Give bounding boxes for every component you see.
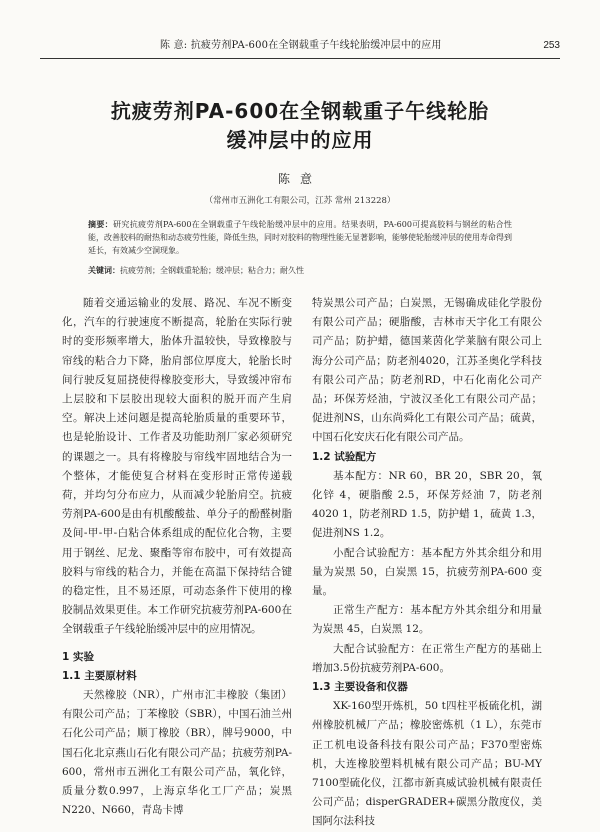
materials-continued: 特炭黑公司产品；白炭黑，无锡确成硅化学股份有限公司产品；硬脂酸，吉林市天宇化工有限公司产品；防护蜡，德国莱茵化学莱脑有限公司上海分公司产品；防老剂4020，江苏圣奥化学科技有限公司产品；防老剂RD，中石化南化公司产品；环保芳烃油，宁波汉圣化工有限公司产品；促进剂NS，山东尚舜化工有限公司产品；硫黄，中国石化安庆石化有限公司产品。 [312, 297, 542, 444]
author-affiliation: （常州市五洲化工有限公司，江苏 常州 213228） [204, 196, 396, 206]
section-1-2-heading: 1.2 试验配方 [312, 450, 377, 463]
abstract [88, 218, 512, 257]
production-formula: 正常生产配方：基本配方外其余组分和用量为炭黑 45，白炭黑 12。 [312, 604, 542, 636]
section-1-1-heading: 1.1 主要原材料 [62, 669, 137, 682]
abstract-label: 摘要： [88, 220, 114, 229]
author-name: 陈意 [277, 172, 322, 186]
large-formula: 大配合试验配方：在正常生产配方的基础上增加3.5份抗疲劳剂PA-600。 [312, 642, 542, 674]
running-head-title: 陈 意: 抗疲劳剂PA-600在全钢载重子午线轮胎缓冲层中的应用 [160, 40, 442, 51]
running-head [40, 36, 560, 59]
left-column [62, 294, 292, 820]
basic-formula: 基本配方：NR 60，BR 20，SBR 20，氧化锌 4，硬脂酸 2.5，环保芳烃油 7，防老剂4020 1，防老剂RD 1.5，防护蜡 1，硫黄 1.3，促进剂NS 1.2。 [312, 469, 542, 540]
materials-paragraph: 天然橡胶（NR），广州市汇丰橡胶（集团）有限公司产品；丁苯橡胶（SBR），中国石油兰州石化公司产品；顺丁橡胶（BR），牌号9000，中国石化北京燕山石化有限公司产品；抗疲劳剂PA-600，常州市五洲化工有限公司产品，氧化锌，质量分数0.997，上海京华化工厂产品；炭黑N220、N660，青岛卡博 [62, 689, 292, 817]
right-column [312, 294, 542, 832]
keywords-label: 关键词： [88, 266, 120, 275]
intro-paragraph: 随着交通运输业的发展、路况、车况不断变化，汽车的行驶速度不断提高，轮胎在实际行驶时的变形频率增大，胎体升温较快，导致橡胶与帘线的粘合力下降，胎肩部位厚度大，轮胎长时间行驶反复屈挠使得橡胶变形大，导致缓冲帘布上层胶和下层胶出现较大面积的脱开而产生肩空。解决上述问题是提高轮胎质量的重要环节，也是轮胎设计、工作者及功能助剂厂家必须研究的课题之一。具有将橡胶与帘线牢固地结合为一个整体，才能使复合材料在变形时正常传递载荷，并均匀分布应力，从而减少轮胎肩空。抗疲劳剂PA-600是由有机酸酸盐、单分子的酚醛树脂及间-甲-甲-白粘合体系组成的配位化合物，主要用于钢丝、尼龙、聚酯等帘布胶中，可有效提高胶料与帘线的粘合力，并能在高温下保持结合键的稳定性，且不易还原，可动态条件下使用的橡胶制品效果更佳。本工作研究抗疲劳剂PA-600在全钢载重子午线轮胎缓冲层中的应用情况。 [62, 297, 292, 636]
section-1-heading: 1 实验 [62, 650, 94, 663]
small-formula: 小配合试验配方：基本配方外其余组分和用量为炭黑 50，白炭黑 15，抗疲劳剂PA-600 变量。 [312, 546, 542, 598]
section-1-3-heading: 1.3 主要设备和仪器 [312, 681, 408, 694]
article-title-line1: 抗疲劳剂PA-600在全钢载重子午线轮胎 [110, 99, 490, 123]
equipment-paragraph: XK-160型开炼机，50 t四柱平板硫化机，湖州橡胶机械厂产品；橡胶密炼机（1 L），东莞市正工机电设备科技有限公司产品；F370型密炼机，大连橡胶塑料机械有限公司产品；BU-MY 7100型硫化仪，江都市新真威试验机械有限责任公司产品；disperGRADER+碳黑分散度仪，美国阿尔法科技 [312, 700, 542, 828]
article-title-line2: 缓冲层中的应用 [226, 128, 374, 152]
keywords [88, 264, 512, 277]
abstract-text: 研究抗疲劳剂PA-600在全钢载重子午线轮胎缓冲层中的应用。结果表明，PA-600可提高胶料与钢丝的粘合性能，改善胶料的耐热和动态疲劳性能，降低生热，同时对胶料的物理性能无显著影响，能够使轮胎缓冲层的使用寿命得到延长，有效减少空洞现象。 [88, 220, 512, 255]
page-number: 253 [543, 40, 560, 51]
keywords-text: 抗疲劳剂；全钢载重轮胎；缓冲层；粘合力；耐久性 [120, 266, 304, 275]
